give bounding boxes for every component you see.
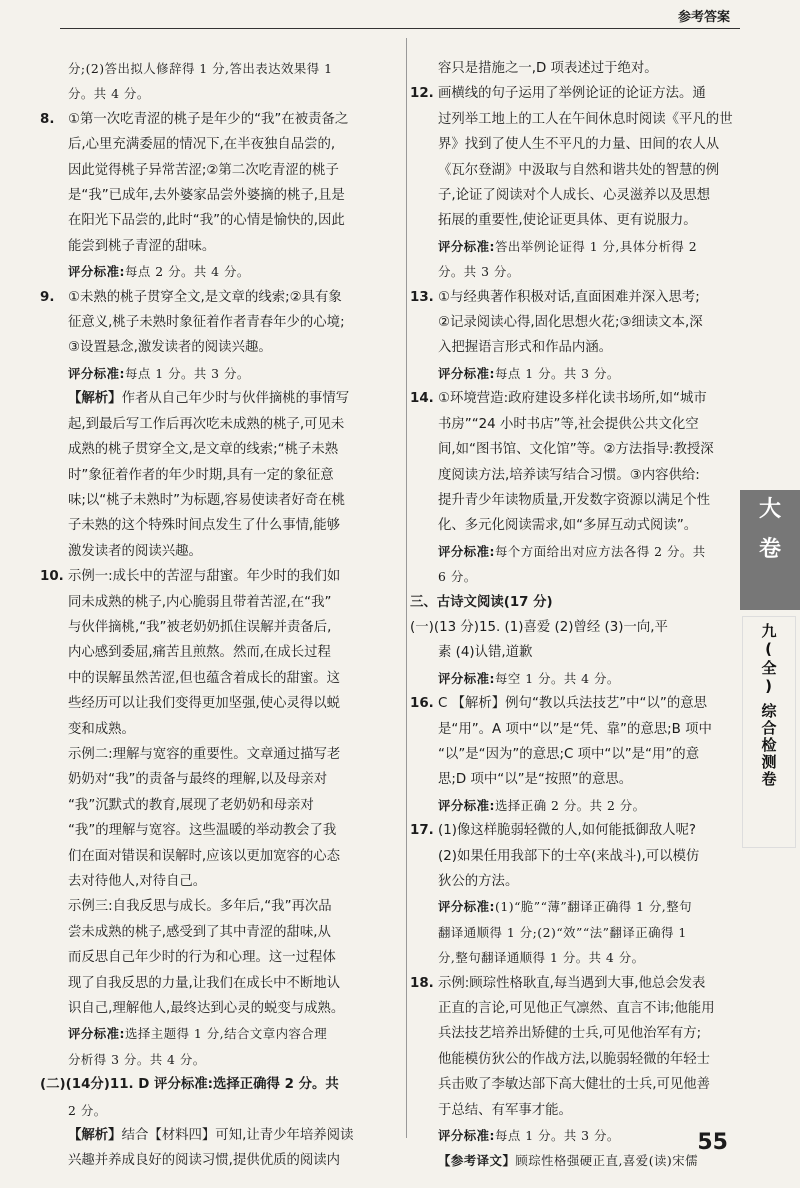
line-text: “我”沉默式的教育,展现了老奶奶和母亲对 xyxy=(68,797,314,813)
text-line xyxy=(40,437,396,462)
line-text: 变和成熟。 xyxy=(68,721,135,737)
line-text: 分,整句翻译通顺得 1 分。共 4 分。 xyxy=(438,950,645,966)
line-text: 成熟的桃子贯穿全文,是文章的线索;“桃子未熟 xyxy=(68,442,339,458)
question-number: 14. xyxy=(410,391,434,407)
text-line xyxy=(40,945,396,970)
line-text: 《瓦尔登湖》中汲取与自然和谐共处的智慧的例 xyxy=(438,162,720,178)
text-line xyxy=(40,361,396,386)
text-line xyxy=(410,56,740,81)
text-line xyxy=(410,81,740,106)
text-line xyxy=(40,691,396,716)
text-line xyxy=(40,1123,396,1148)
text-line xyxy=(40,107,396,132)
line-text: 间,如“图书馆、文化馆”等。②方法指导:教授深 xyxy=(438,442,714,458)
text-line xyxy=(410,767,740,792)
line-text: 过列举工地上的工人在午间休息时阅读《平凡的世 xyxy=(438,111,733,127)
text-line xyxy=(410,666,740,691)
tab-name: 综合检测卷 xyxy=(759,703,778,788)
label-prefix: 【解析】 xyxy=(68,1128,122,1144)
line-text: 结合【材料四】可知,让青少年培养阅读 xyxy=(121,1128,354,1144)
line-text: 些经历可以让我们变得更加坚强,使心灵得以蜕 xyxy=(68,696,341,712)
header-title: 参考答案 xyxy=(677,10,730,25)
line-text: 拓展的重要性,使论证更具体、更有说服力。 xyxy=(438,213,697,229)
text-line xyxy=(410,691,740,716)
text-line xyxy=(410,1098,740,1123)
line-text: C 【解析】例句“教以兵法技艺”中“以”的意思 xyxy=(438,696,707,712)
text-line xyxy=(410,132,740,157)
line-text: 时”象征着作者的年少时期,具有一定的象征意 xyxy=(68,467,334,483)
text-line xyxy=(40,259,396,284)
label-prefix: 评分标准: xyxy=(438,899,496,915)
line-text: 起,到最后写工作后再次吃未成熟的桃子,可见未 xyxy=(68,416,345,432)
tab-subject xyxy=(742,616,796,848)
line-text: 现了自我反思的力量,让我们在成长中不断地认 xyxy=(68,975,341,991)
text-line xyxy=(40,996,396,1021)
text-line xyxy=(40,208,396,233)
left-column xyxy=(40,56,396,1174)
line-text: 征意义,桃子未熟时象征着作者青春年少的心境; xyxy=(68,315,345,331)
line-text: 分;(2)答出拟人修辞得 1 分,答出表达效果得 1 xyxy=(68,61,333,76)
tab-grade: 九(全) xyxy=(759,623,778,697)
text-line xyxy=(410,539,740,564)
text-line xyxy=(410,1148,740,1173)
line-text: 分。共 3 分。 xyxy=(438,264,520,280)
text-line xyxy=(410,996,740,1021)
line-text: 他能模仿狄公的作战方法,以脆弱轻微的年轻士 xyxy=(438,1051,711,1067)
line-text: 入把握语言形式和作品内涵。 xyxy=(438,340,613,356)
text-line xyxy=(40,1148,396,1173)
line-text: 识自己,理解他人,最终达到心灵的蜕变与成熟。 xyxy=(68,1001,345,1017)
line-text: 画横线的句子运用了举例论证的论证方法。通 xyxy=(438,86,706,102)
text-line xyxy=(40,590,396,615)
label-prefix: 评分标准: xyxy=(68,1026,126,1042)
question-number: 10. xyxy=(40,569,64,585)
line-text: 提升青少年读物质量,开发数字资源以满足个性 xyxy=(438,492,711,508)
text-line xyxy=(410,158,740,183)
label-prefix: 【参考译文】 xyxy=(438,1153,516,1169)
line-text: 正直的言论,可见他正气凛然、直言不讳;他能用 xyxy=(438,1001,715,1017)
label-prefix: 评分标准: xyxy=(438,797,496,813)
text-line xyxy=(40,285,396,310)
text-line xyxy=(410,869,740,894)
line-text: 兴趣并养成良好的阅读习惯,提供优质的阅读内 xyxy=(68,1153,341,1169)
text-line xyxy=(410,793,740,818)
line-text: 与伙伴摘桃,“我”被老奶奶抓住误解并责备后, xyxy=(68,619,332,635)
text-line xyxy=(40,666,396,691)
text-line xyxy=(40,869,396,894)
text-line xyxy=(410,361,740,386)
line-text: 是“用”。A 项中“以”是“凭、靠”的意思;B 项中 xyxy=(438,721,712,737)
text-line xyxy=(410,1123,740,1148)
line-text: 去对待他人,对待自己。 xyxy=(68,874,207,889)
line-text: ③设置悬念,激发读者的阅读兴趣。 xyxy=(68,340,272,356)
text-line xyxy=(410,564,740,589)
text-line xyxy=(410,1021,740,1046)
label-prefix: 评分标准: xyxy=(68,264,126,280)
text-line xyxy=(410,285,740,310)
line-text: “我”的理解与宽容。这些温暖的举动教会了我 xyxy=(68,823,337,839)
line-text: 每个方面给出对应方法各得 2 分。共 xyxy=(495,543,706,559)
label-prefix: 评分标准: xyxy=(438,1128,496,1144)
line-text: 6 分。 xyxy=(438,569,477,585)
line-text: 三、古诗文阅读(17 分) xyxy=(410,594,553,610)
text-line xyxy=(410,920,740,945)
text-line xyxy=(410,310,740,335)
line-text: 味;以“桃子未熟时”为标题,容易使读者好奇在桃 xyxy=(68,492,346,508)
line-text: ①第一次吃青涩的桃子是年少的“我”在被责备之 xyxy=(68,111,349,127)
text-line xyxy=(40,1072,396,1097)
question-number: 8. xyxy=(40,111,55,127)
text-line xyxy=(410,894,740,919)
tab-label xyxy=(740,490,800,610)
text-line xyxy=(40,463,396,488)
line-text: 中的误解虽然苦涩,但也蕴含着成长的甜蜜。这 xyxy=(68,670,341,686)
text-line xyxy=(40,234,396,259)
label-prefix: 评分标准: xyxy=(438,670,496,686)
text-line xyxy=(40,488,396,513)
line-text: 选择主题得 1 分,结合文章内容合理 xyxy=(125,1026,328,1042)
question-number: 17. xyxy=(410,823,434,839)
line-text: (1)像这样脆弱轻微的人,如何能抵御敌人呢? xyxy=(438,823,696,839)
line-text: 因此觉得桃子异常苦涩;②第二次吃青涩的桃子 xyxy=(68,162,339,178)
line-text: 分析得 3 分。共 4 分。 xyxy=(68,1051,206,1067)
text-line xyxy=(410,412,740,437)
line-text: 作者从自己年少时与伙伴摘桃的事情写 xyxy=(121,391,350,407)
tab-char: 大 xyxy=(758,497,781,522)
line-text: 是“我”已成年,去外婆家品尝外婆摘的桃子,且是 xyxy=(68,188,345,204)
line-text: 激发读者的阅读兴趣。 xyxy=(68,543,202,559)
line-text: 分。共 4 分。 xyxy=(68,86,150,102)
text-line xyxy=(410,615,740,640)
text-line xyxy=(410,335,740,360)
text-line xyxy=(40,158,396,183)
text-line xyxy=(40,310,396,335)
text-line xyxy=(410,971,740,996)
text-line xyxy=(410,513,740,538)
line-text: 示例二:理解与宽容的重要性。文章通过描写老 xyxy=(68,746,341,762)
text-line xyxy=(410,208,740,233)
text-line xyxy=(410,844,740,869)
line-text: 每空 1 分。共 4 分。 xyxy=(495,670,620,686)
line-text: “以”是“因为”的意思;C 项中“以”是“用”的意 xyxy=(438,746,700,762)
text-line xyxy=(40,1021,396,1046)
text-line xyxy=(410,488,740,513)
text-line xyxy=(40,335,396,360)
line-text: ①与经典著作积极对话,直面困难并深入思考; xyxy=(438,289,700,305)
line-text: (一)(13 分)15. (1)喜爱 (2)曾经 (3)一向,平 xyxy=(410,619,668,635)
right-column xyxy=(410,56,740,1174)
line-text: 容只是措施之一,D 项表述过于绝对。 xyxy=(438,61,658,76)
line-text: 每点 1 分。共 3 分。 xyxy=(125,365,250,381)
line-text: 尝未成熟的桃子,感受到了其中青涩的甜味,从 xyxy=(68,924,331,940)
text-line xyxy=(410,234,740,259)
text-line xyxy=(40,1047,396,1072)
line-text: 兵法技艺培养出矫健的士兵,可见他治军有方; xyxy=(438,1026,702,1042)
question-number: 9. xyxy=(40,289,55,305)
line-text: 顾琮性格强硬正直,喜爱(读)宋儒 xyxy=(515,1153,699,1169)
line-text: 答出举例论证得 1 分,具体分析得 2 xyxy=(495,238,698,254)
line-text: 素 (4)认错,道歉 xyxy=(438,645,533,661)
text-line xyxy=(410,945,740,970)
question-number: 16. xyxy=(410,696,434,712)
line-text: 狄公的方法。 xyxy=(438,874,519,889)
label-prefix: 评分标准: xyxy=(68,365,126,381)
text-line xyxy=(40,742,396,767)
text-line xyxy=(410,590,740,615)
label-prefix: 评分标准: xyxy=(438,365,496,381)
line-text: 奶奶对“我”的责备与最终的理解,以及母亲对 xyxy=(68,772,328,788)
line-text: 同未成熟的桃子,内心脆弱且带着苦涩,在“我” xyxy=(68,594,332,610)
line-text: 化、多元化阅读需求,如“多屏互动式阅读”。 xyxy=(438,518,698,534)
text-line xyxy=(410,1047,740,1072)
line-text: 示例一:成长中的苦涩与甜蜜。年少时的我们如 xyxy=(68,569,341,585)
text-line xyxy=(410,437,740,462)
label-prefix: 评分标准: xyxy=(438,543,496,559)
text-line xyxy=(40,640,396,665)
text-line xyxy=(410,259,740,284)
line-text: 示例:顾琮性格耿直,每当遇到大事,他总会发表 xyxy=(438,975,706,991)
line-text: 而反思自己年少时的行为和心理。这一过程体 xyxy=(68,950,336,966)
text-line xyxy=(40,564,396,589)
line-text: 书房”“24 小时书店”等,社会提供公共文化空 xyxy=(438,416,699,432)
text-line xyxy=(40,717,396,742)
line-text: 翻译通顺得 1 分;(2)“效”“法”翻译正确得 1 xyxy=(438,924,687,940)
text-line xyxy=(410,463,740,488)
line-text: 界》找到了使人生不平凡的力量、田间的农人从 xyxy=(438,137,720,153)
line-text: (2)如果任用我部下的士卒(来战斗),可以模仿 xyxy=(438,848,700,864)
question-number: 13. xyxy=(410,289,434,305)
line-text: ①未熟的桃子贯穿全文,是文章的线索;②具有象 xyxy=(68,289,342,305)
header-rule xyxy=(60,28,740,29)
page-number: 55 xyxy=(697,1130,728,1155)
text-line xyxy=(40,818,396,843)
text-line xyxy=(40,81,396,106)
text-line xyxy=(40,513,396,538)
text-line xyxy=(410,107,740,132)
column-divider xyxy=(406,38,407,1138)
text-line xyxy=(40,894,396,919)
line-text: 在阳光下品尝的,此时“我”的心情是愉快的,因此 xyxy=(68,213,345,229)
label-prefix: 评分标准: xyxy=(438,238,496,254)
text-line xyxy=(40,844,396,869)
line-text: 子未熟的这个特殊时间点发生了什么事情,能够 xyxy=(68,518,341,534)
line-text: 于总结、有军事才能。 xyxy=(438,1102,572,1118)
label-prefix: 【解析】 xyxy=(68,391,122,407)
line-text: 2 分。 xyxy=(68,1102,107,1118)
text-line xyxy=(40,183,396,208)
line-text: 选择正确 2 分。共 2 分。 xyxy=(495,797,646,813)
line-text: (1)“脆”“薄”翻译正确得 1 分,整句 xyxy=(495,899,693,915)
text-line xyxy=(410,640,740,665)
text-line xyxy=(410,717,740,742)
text-line xyxy=(410,1072,740,1097)
line-text: 思;D 项中“以”是“按照”的意思。 xyxy=(438,772,633,788)
line-text: 兵击败了李敏达部下高大健壮的士兵,可见他善 xyxy=(438,1077,711,1093)
line-text: 每点 1 分。共 3 分。 xyxy=(495,365,620,381)
line-text: 示例三:自我反思与成长。多年后,“我”再次品 xyxy=(68,899,332,915)
text-line xyxy=(40,920,396,945)
line-text: 度阅读方法,培养读写结合习惯。③内容供给: xyxy=(438,467,700,483)
question-number: 12. xyxy=(410,86,434,102)
text-line xyxy=(40,615,396,640)
text-line xyxy=(40,386,396,411)
text-line xyxy=(40,1098,396,1123)
text-line xyxy=(410,818,740,843)
text-line xyxy=(40,767,396,792)
text-line xyxy=(410,386,740,411)
text-line xyxy=(40,971,396,996)
line-text: 后,心里充满委屈的情况下,在半夜独自品尝的, xyxy=(68,137,336,153)
line-text: 子,论证了阅读对个人成长、心灵滋养以及思想 xyxy=(438,188,711,204)
question-number: 18. xyxy=(410,975,434,991)
line-text: 们在面对错误和误解时,应该以更加宽容的心态 xyxy=(68,848,341,864)
text-line xyxy=(40,539,396,564)
line-text: ①环境营造:政府建设多样化读书场所,如“城市 xyxy=(438,391,707,407)
line-text: ②记录阅读心得,固化思想火花;③细读文本,深 xyxy=(438,315,703,331)
line-text: 每点 1 分。共 3 分。 xyxy=(495,1128,620,1144)
text-line xyxy=(40,793,396,818)
line-text: 每点 2 分。共 4 分。 xyxy=(125,264,250,280)
line-text: 内心感到委屈,痛苦且煎熬。然而,在成长过程 xyxy=(68,645,331,661)
text-line xyxy=(40,56,396,81)
tab-char: 卷 xyxy=(758,537,781,562)
text-line xyxy=(410,742,740,767)
line-text: 能尝到桃子青涩的甜味。 xyxy=(68,238,216,254)
text-line xyxy=(40,132,396,157)
line-text: (二)(14分)11. D 评分标准:选择正确得 2 分。共 xyxy=(40,1077,339,1093)
text-line xyxy=(40,412,396,437)
text-line xyxy=(410,183,740,208)
